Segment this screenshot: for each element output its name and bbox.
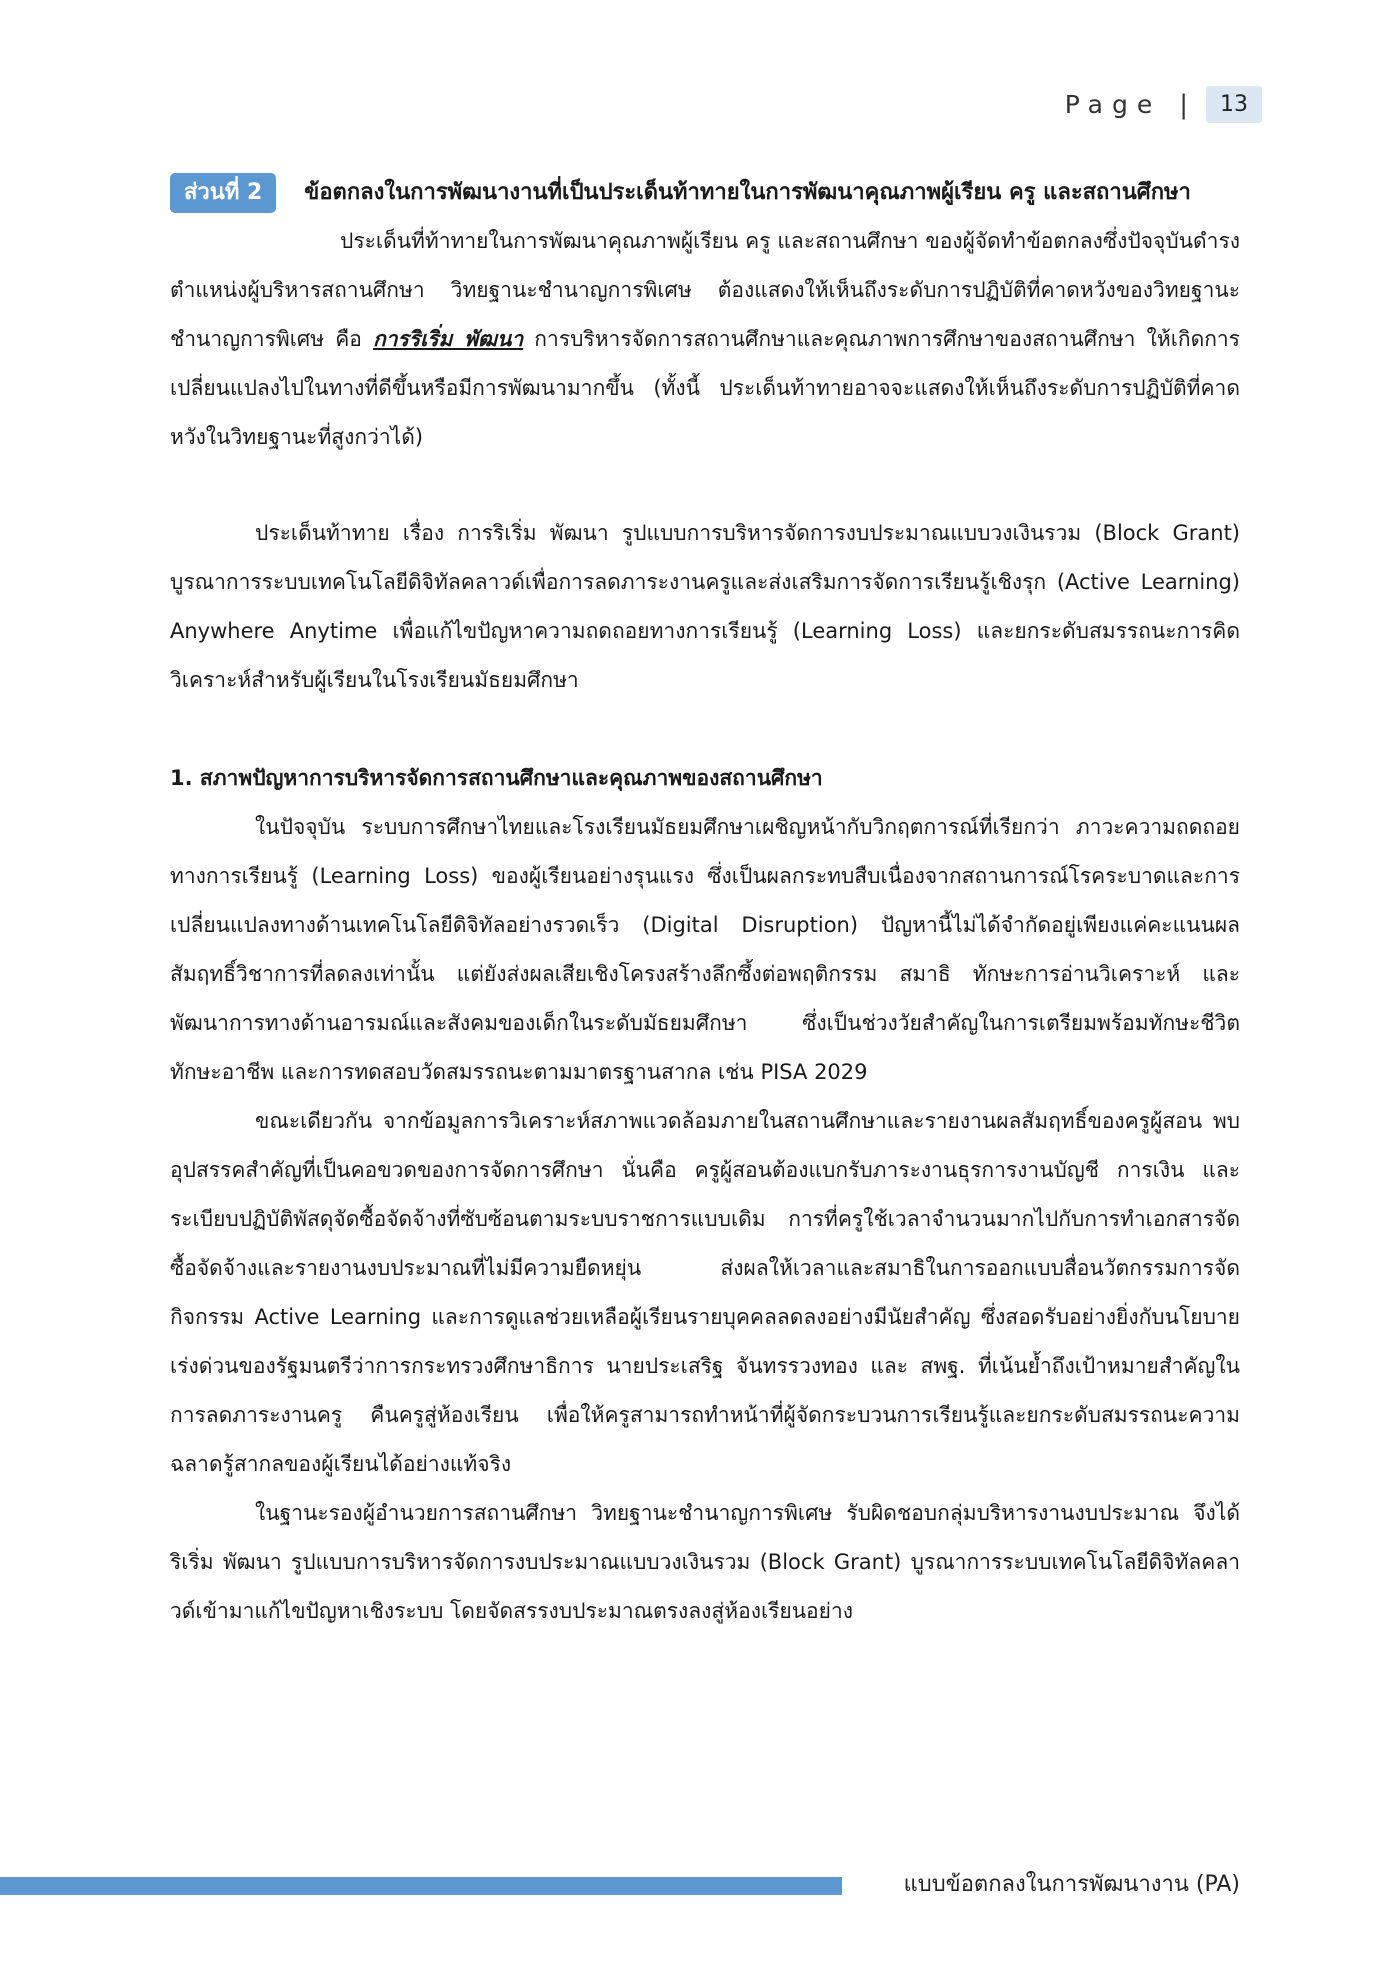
footer-accent-bar — [0, 1877, 842, 1895]
page-header — [1065, 86, 1262, 123]
subsection-heading: 1. สภาพปัญหาการบริหารจัดการสถานศึกษาและคุณภาพของสถานศึกษา — [170, 766, 823, 790]
intro-text-before: ประเด็นที่ท้าทายในการพัฒนาคุณภาพผู้เรียน ครู และสถานศึกษา ของผู้จัดทำข้อตกลงซึ่งปัจจุบันดำรงตำแหน่งผู้บริหารสถานศึกษา วิทยฐานะชำนาญการพิเศษ ต้องแสดงให้เห็นถึงระดับการปฏิบัติที่คาดหวังของวิทยฐานะชำนาญการพิเศษ คือ — [170, 229, 1240, 351]
document-body — [170, 168, 1240, 1636]
problem-paragraph-1: ในปัจจุบัน ระบบการศึกษาไทยและโรงเรียนมัธยมศึกษาเผชิญหน้ากับวิกฤตการณ์ที่เรียกว่า ภาวะความถดถอยทางการเรียนรู้ (Learning Loss) ของผู้เรียนอย่างรุนแรง ซึ่งเป็นผลกระทบสืบเนื่องจากสถานการณ์โรคระบาดและการเปลี่ยนแปลงทางด้านเทคโนโลยีดิจิทัลอย่างรวดเร็ว (Digital Disruption) ปัญหานี้ไม่ได้จำกัดอยู่เพียงแค่คะแนนผลสัมฤทธิ์วิชาการที่ลดลงเท่านั้น แต่ยังส่งผลเสียเชิงโครงสร้างลึกซึ้งต่อพฤติกรรม สมาธิ ทักษะการอ่านวิเคราะห์ และพัฒนาการทางด้านอารมณ์และสังคมของเด็กในระดับมัธยมศึกษา ซึ่งเป็นช่วงวัยสำคัญในการเตรียมพร้อมทักษะชีวิต ทักษะอาชีพ และการทดสอบวัดสมรรถนะตามมาตรฐานสากล เช่น PISA 2029 — [170, 815, 1240, 1084]
intro-text-after: การบริหารจัดการสถานศึกษาและคุณภาพการศึกษาของสถานศึกษา ให้เกิดการเปลี่ยนแปลงไปในทางที่ดีขึ้นหรือมีการพัฒนามากขึ้น (ทั้งนี้ ประเด็นท้าทายอาจจะแสดงให้เห็นถึงระดับการปฏิบัติที่คาดหวังในวิทยฐานะที่สูงกว่าได้) — [170, 327, 1241, 449]
section-title: ข้อตกลงในการพัฒนางานที่เป็นประเด็นท้าทายในการพัฒนาคุณภาพผู้เรียน ครู และสถานศึกษา — [304, 180, 1191, 205]
section-heading — [170, 168, 1240, 217]
problem-paragraph-3: ในฐานะรองผู้อำนวยการสถานศึกษา วิทยฐานะชำนาญการพิเศษ รับผิดชอบกลุ่มบริหารงานงบประมาณ จึงได้ริเริ่ม พัฒนา รูปแบบการบริหารจัดการงบประมาณแบบวงเงินรวม (Block Grant) บูรณาการระบบเทคโนโลยีดิจิทัลคลาวด์เข้ามาแก้ไขปัญหาเชิงระบบ โดยจัดสรรงบประมาณตรงลงสู่ห้องเรียนอย่าง — [170, 1501, 1240, 1623]
page-label: Page — [1064, 90, 1162, 119]
page-divider: | — [1179, 89, 1188, 120]
intro-emphasis: การริเริ่ม พัฒนา — [373, 327, 524, 351]
page-number-badge: 13 — [1206, 86, 1262, 123]
footer-text: แบบข้อตกลงในการพัฒนางาน (PA) — [903, 1872, 1240, 1897]
challenge-topic-paragraph: ประเด็นท้าทาย เรื่อง การริเริ่ม พัฒนา รูปแบบการบริหารจัดการงบประมาณแบบวงเงินรวม (Block Grant) บูรณาการระบบเทคโนโลยีดิจิทัลคลาวด์เพื่อการลดภาระงานครูและส่งเสริมการจัดการเรียนรู้เชิงรุก (Active Learning) Anywhere Anytime เพื่อแก้ไขปัญหาความถดถอยทางการเรียนรู้ (Learning Loss) และยกระดับสมรรถนะการคิดวิเคราะห์สำหรับผู้เรียนในโรงเรียนมัธยมศึกษา — [170, 521, 1240, 692]
intro-paragraph — [170, 217, 1240, 462]
problem-paragraph-2: ขณะเดียวกัน จากข้อมูลการวิเคราะห์สภาพแวดล้อมภายในสถานศึกษาและรายงานผลสัมฤทธิ์ของครูผู้สอน พบอุปสรรคสำคัญที่เป็นคอขวดของการจัดการศึกษา นั่นคือ ครูผู้สอนต้องแบกรับภาระงานธุรการงานบัญชี การเงิน และระเบียบปฏิบัติพัสดุจัดซื้อจัดจ้างที่ซับซ้อนตามระบบราชการแบบเดิม การที่ครูใช้เวลาจำนวนมากไปกับการทำเอกสารจัดซื้อจัดจ้างและรายงานงบประมาณที่ไม่มีความยืดหยุ่น ส่งผลให้เวลาและสมาธิในการออกแบบสื่อนวัตกรรมการจัดกิจกรรม Active Learning และการดูแลช่วยเหลือผู้เรียนรายบุคคลลดลงอย่างมีนัยสำคัญ ซึ่งสอดรับอย่างยิ่งกับนโยบายเร่งด่วนของรัฐมนตรีว่าการกระทรวงศึกษาธิการ นายประเสริฐ จันทรรวงทอง และ สพฐ. ที่เน้นย้ำถึงเป้าหมายสำคัญในการลดภาระงานครู คืนครูสู่ห้องเรียน เพื่อให้ครูสามารถทำหน้าที่ผู้จัดกระบวนการเรียนรู้และยกระดับสมรรถนะความฉลาดรู้สากลของผู้เรียนได้อย่างแท้จริง — [170, 1109, 1240, 1476]
section-badge: ส่วนที่ 2 — [170, 173, 276, 213]
